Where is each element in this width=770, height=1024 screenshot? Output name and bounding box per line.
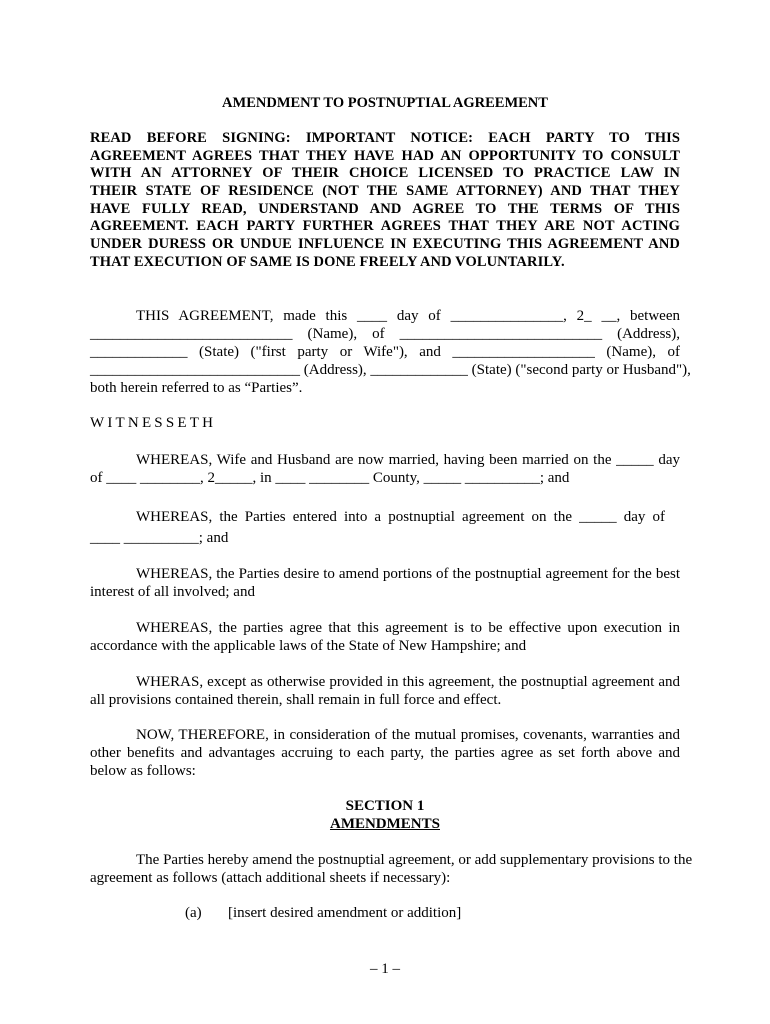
paragraph-line: agreement as follows (attach additional sheets if necessary): — [90, 870, 451, 886]
paragraph-line: WHERAS, except as otherwise provided in this agreement, the postnuptial agreement and — [136, 674, 680, 690]
item-label: (a) — [185, 905, 202, 921]
notice-line: THEIR STATE OF RESIDENCE (NOT THE SAME ATTORNEY) AND THAT THEY — [90, 183, 680, 199]
paragraph-line: ___________________________ (Name), of ___________________________ (Address), — [90, 326, 680, 342]
paragraph-line: ____ __________; and — [90, 530, 229, 546]
paragraph-line: THIS AGREEMENT, made this ____ day of _______________, 2_ __, between — [136, 308, 680, 324]
notice-line: AGREEMENT AGREES THAT THEY HAVE HAD AN OPPORTUNITY TO CONSULT — [90, 148, 680, 164]
paragraph-line: of ____ ________, 2_____, in ____ ________ County, _____ __________; and — [90, 470, 570, 486]
notice-line: WITH AN ATTORNEY OF THEIR CHOICE LICENSED TO PRACTICE LAW IN — [90, 165, 680, 181]
paragraph-line: _____________ (State) ("first party or Wife"), and ___________________ (Name), of — [90, 344, 680, 360]
section-title — [90, 815, 680, 833]
paragraph-line: WHEREAS, the Parties entered into a postnuptial agreement on the _____ day of — [136, 509, 665, 525]
page-number: – 1 – — [370, 961, 400, 977]
paragraph-line: interest of all involved; and — [90, 584, 255, 600]
paragraph-line: below as follows: — [90, 763, 196, 779]
notice-line: HAVE FULLY READ, UNDERSTAND AND AGREE TO THE TERMS OF THIS — [90, 201, 680, 217]
notice-line: THAT EXECUTION OF SAME IS DONE FREELY AND VOLUNTARILY. — [90, 254, 565, 270]
paragraph-line: WHEREAS, the parties agree that this agreement is to be effective upon execution in — [136, 620, 680, 636]
paragraph-line: all provisions contained therein, shall remain in full force and effect. — [90, 692, 502, 708]
paragraph-line: other benefits and advantages accruing to each party, the parties agree as set forth above and — [90, 745, 680, 761]
document-page — [90, 0, 693, 1024]
item-text: [insert desired amendment or addition] — [228, 905, 462, 921]
paragraph-line: accordance with the applicable laws of the State of New Hampshire; and — [90, 638, 527, 654]
paragraph-line: The Parties hereby amend the postnuptial agreement, or add supplementary provisions to the — [136, 852, 693, 868]
paragraph-line: ____________________________ (Address), _____________ (State) ("second party or Husband"), — [90, 362, 691, 378]
section-number: SECTION 1 — [345, 798, 425, 814]
document-title: AMENDMENT TO POSTNUPTIAL AGREEMENT — [222, 95, 548, 111]
notice-line: UNDER DURESS OR UNDUE INFLUENCE IN EXECUTING THIS AGREEMENT AND — [90, 236, 680, 252]
paragraph-line: NOW, THEREFORE, in consideration of the mutual promises, covenants, warranties and — [136, 727, 680, 743]
paragraph-line: WHEREAS, the Parties desire to amend portions of the postnuptial agreement for the best — [136, 566, 680, 582]
paragraph-line: both herein referred to as “Parties”. — [90, 380, 303, 396]
paragraph-line: WHEREAS, Wife and Husband are now married, having been married on the _____ day — [136, 452, 680, 468]
notice-line: READ BEFORE SIGNING: IMPORTANT NOTICE: EACH PARTY TO THIS — [90, 130, 680, 146]
notice-line: AGREEMENT. EACH PARTY FURTHER AGREES THAT THEY ARE NOT ACTING — [90, 218, 680, 234]
witnesseth-heading: WITNESSETH — [90, 415, 217, 431]
section-title-text: AMENDMENTS — [329, 816, 440, 832]
